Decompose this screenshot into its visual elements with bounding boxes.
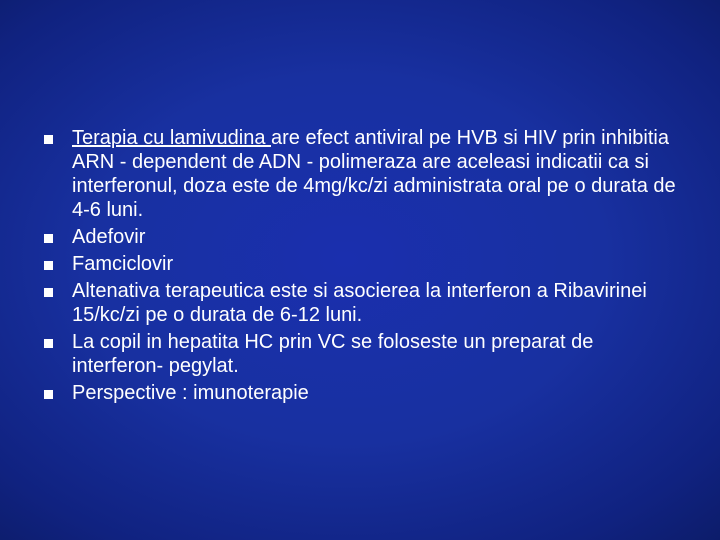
bullet-item — [40, 279, 680, 327]
square-bullet-icon — [44, 261, 53, 270]
square-bullet-icon — [44, 135, 53, 144]
square-bullet-icon — [44, 234, 53, 243]
bullet-text: Adefovir — [72, 226, 146, 248]
square-bullet-icon — [44, 288, 53, 297]
bullet-text: La copil in hepatita HC prin VC se foloseste un preparat de interferon- pegylat. — [72, 331, 594, 377]
bullet-body: are efect antiviral pe HVB si HIV prin inhibitia ARN - dependent de ADN - polimeraza are aceleasi indicatii ca si interferonul, doza este de 4mg/kc/zi administrata oral pe o durata de 4-6 luni. — [72, 127, 676, 221]
bullet-text: Altenativa terapeutica este si asocierea la interferon a Ribavirinei 15/kc/zi pe o durata de 6-12 luni. — [72, 280, 647, 326]
bullet-text — [72, 126, 680, 222]
square-bullet-icon — [44, 339, 53, 348]
bullet-item — [40, 126, 680, 222]
bullet-text: Famciclovir — [72, 253, 174, 275]
bullet-underlined-lead: Terapia cu lamivudina — [72, 127, 271, 149]
bullet-item — [40, 381, 680, 405]
square-bullet-icon — [44, 390, 53, 399]
bullet-item — [40, 225, 680, 249]
bullet-list — [40, 126, 680, 408]
bullet-text: Perspective : imunoterapie — [72, 382, 309, 404]
bullet-item — [40, 252, 680, 276]
bullet-item — [40, 330, 680, 378]
